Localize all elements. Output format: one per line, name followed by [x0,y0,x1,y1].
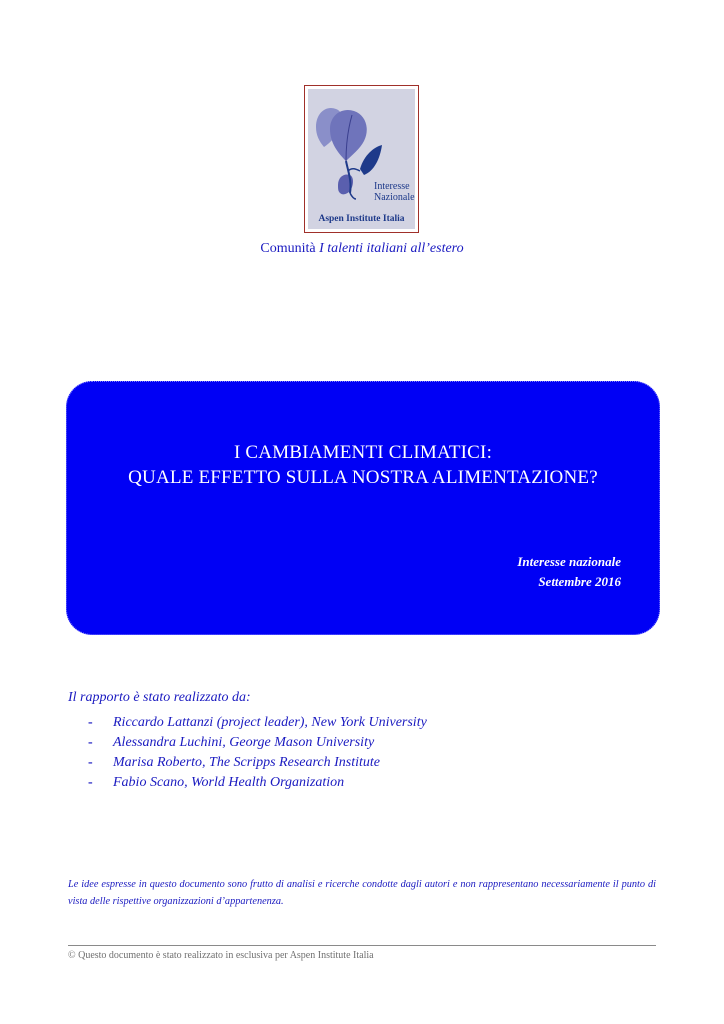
date-label: Settembre 2016 [538,574,621,589]
footer-divider [68,945,656,946]
title-line2: QUALE EFFETTO SULLA NOSTRA ALIMENTAZIONE? [128,467,598,488]
community-name: I talenti italiani all’estero [319,241,464,256]
bullet-dash: - [88,775,93,790]
community-prefix: Comunità [260,241,316,256]
aspen-logo [304,85,419,233]
disclaimer-text: Le idee espresse in questo documento sono frutto di analisi e ricerche condotte dagli autori e non rappresentano necessariamente il punto di vista delle rispettive organizzazioni d’appartenenza. [68,879,656,907]
logo-text-line1: Interesse [374,181,410,192]
bullet-dash: - [88,755,93,770]
author-text: Alessandra Luchini, George Mason University [113,735,375,750]
authors-heading: Il rapporto è stato realizzato da: [68,690,251,705]
logo-background [308,89,415,229]
footer-text: © Questo documento è stato realizzato in esclusiva per Aspen Institute Italia [68,950,374,961]
authors-list [88,713,427,793]
author-item [88,753,427,773]
community-line [0,241,724,257]
author-text: Fabio Scano, World Health Organization [113,775,345,790]
logo-text-line2: Nazionale [374,192,415,203]
title-banner [66,381,660,635]
series-label: Interesse nazionale [517,554,621,569]
bullet-dash: - [88,715,93,730]
author-item [88,733,427,753]
logo-footer: Aspen Institute Italia [318,214,405,224]
author-item [88,713,427,733]
leaves-logo-icon [308,89,417,231]
bullet-dash: - [88,735,93,750]
title-line1: I CAMBIAMENTI CLIMATICI: [233,442,493,463]
author-item [88,773,427,793]
author-text: Marisa Roberto, The Scripps Research Institute [113,755,381,770]
author-text: Riccardo Lattanzi (project leader), New York University [113,715,427,730]
